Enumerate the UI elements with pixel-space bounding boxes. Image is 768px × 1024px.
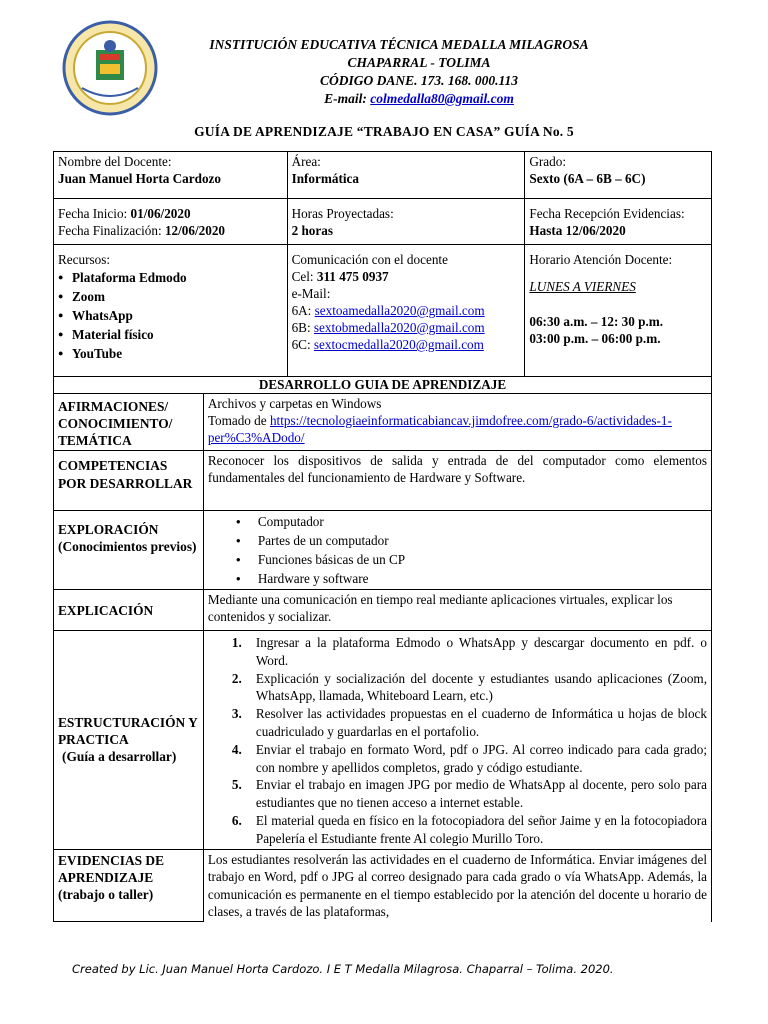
recepcion-cell [525,199,712,245]
list-item: ● Hardware y software [236,569,707,588]
horario-2: 03:00 p.m. – 06:00 p.m. [529,331,661,346]
page-footer: Created by Lic. Juan Manuel Horta Cardozo. I E T Medalla Milagrosa. Chaparral – Tolima. 2020. [72,962,614,976]
document-header [0,36,768,108]
list-item: 1. Ingresar a la plataforma Edmodo o WhatsApp y descargar documento en pdf. o Word. [231,635,707,668]
afirmaciones-topic: Archivos y carpetas en Windows [207,396,382,411]
competencias-text: Reconocer los dispositivos de salida y entrada de del computador como elementos fundamentales del funcionamiento de Hardware y Software. [203,451,711,511]
recursos-cell [54,245,288,377]
evidencias-text: Los estudiantes resolverán las actividades en el cuaderno de Informática. Enviar imágenes del trabajo en Word, pdf o JPG al correo designado para cada grado o vía WhatsApp. Además, la comunicación es permanente en el tiempo establecido por la atención del docente u horario de clases, a través de las plataformas, [203,849,711,922]
exploracion-content [203,511,711,590]
correo-label: e-Mail: [291,286,331,301]
recepcion-value: Hasta 12/06/2020 [529,223,626,238]
institution-email-line [70,90,768,108]
list-item: ● Material físico [58,325,283,344]
list-item: 4. Enviar el trabajo en formato Word, pdf o JPG. Al correo indicado para cada grado; con nombre y apellidos completos, grado y código estudiante. [231,741,707,775]
guide-table [53,151,712,922]
explicacion-text: Mediante una comunicación en tiempo real mediante aplicaciones virtuales, explicar los contenidos y socializar. [203,590,711,631]
institution-location: CHAPARRAL - TOLIMA [347,55,491,70]
grado-label: Grado: [529,154,566,169]
horario-1: 06:30 a.m. – 12: 30 p.m. [529,314,664,329]
estructuracion-cell [54,631,204,850]
fecha-inicio-value: 01/06/2020 [130,206,191,221]
estructuracion-content [203,631,711,850]
horas-label: Horas Proyectadas: [291,206,394,221]
horario-label: Horario Atención Docente: [529,252,673,267]
list-item: ● Zoom [58,287,283,306]
exploracion-sublabel: (Conocimientos previos) [58,539,197,554]
grado-value: Sexto (6A – 6B – 6C) [529,171,646,186]
cel-label: Cel: [291,269,314,284]
evidencias-cell [54,849,204,922]
recepcion-label: Fecha Recepción Evidencias: [529,206,685,221]
list-item: ● WhatsApp [58,306,283,325]
docente-label: Nombre del Docente: [58,154,172,169]
fecha-inicio-label: Fecha Inicio: [58,206,128,221]
institution-dane: CÓDIGO DANE. 173. 168. 000.113 [319,73,519,88]
fecha-fin-label: Fecha Finalización: [58,223,162,238]
list-item: 3. Resolver las actividades propuestas en el cuaderno de Informática u hojas de block cuadriculado y guardarlas en el portafolio. [231,706,707,739]
list-item: 5. Enviar el trabajo en imagen JPG por medio de WhatsApp al docente, pero solo para estudiantes que no tienen acceso a internet estable. [231,777,707,811]
tomado-label: Tomado de [207,413,267,428]
email-6a-link[interactable]: sextoamedalla2020@gmail.com [314,303,485,318]
source-url-link[interactable]: https://tecnologiaeinformaticabiancav.jimdofree.com/grado-6/actividades-1- [269,413,672,428]
grupo-6a-label: 6A: [291,303,312,318]
estructuracion-sublabel: (Guía a desarrollar) [62,749,177,765]
institution-email-link[interactable]: colmedalla80@gmail.com [370,91,514,106]
exploracion-cell [54,511,204,590]
cel-value: 311 475 0937 [316,269,389,284]
grupo-6b-label: 6B: [291,320,311,335]
area-label: Área: [291,154,321,169]
comunicacion-label: Comunicación con el docente [291,252,448,267]
estructuracion-steps [208,634,707,848]
exploracion-list [208,512,707,588]
list-item: ● YouTube [58,344,283,363]
list-item: ● Computador [236,512,707,531]
competencias-label: COMPETENCIAS POR DESARROLLAR [54,451,204,511]
source-url-link-cont[interactable]: per%C3%ADodo/ [207,430,305,445]
list-item: 2. Explicación y socialización del docente y estudiantes usando aplicaciones (Zoom, WhatsApp, llamada, Whiteboard Learn, etc.) [231,670,707,704]
area-value: Informática [291,171,359,186]
afirmaciones-content [203,394,711,451]
list-item: ● Partes de un computador [236,531,707,550]
evidencias-label: EVIDENCIAS DE APRENDIZAJE [58,852,165,885]
guide-title: GUÍA DE APRENDIZAJE “TRABAJO EN CASA” GUÍA No. 5 [194,124,574,139]
horario-cell [525,245,712,377]
recursos-label: Recursos: [58,252,111,267]
afirmaciones-label: AFIRMACIONES/ CONOCIMIENTO/ TEMÁTICA [54,394,204,451]
evidencias-sublabel: (trabajo o taller) [58,886,154,902]
fechas-cell [54,199,288,245]
email-6c-link[interactable]: sextocmedalla2020@gmail.com [313,337,484,352]
fecha-fin-value: 12/06/2020 [164,223,226,238]
horario-dias: LUNES A VIERNES [529,279,636,294]
explicacion-label: EXPLICACIÓN [54,590,204,631]
docente-cell [54,152,288,199]
horas-value: 2 horas [291,223,333,238]
recursos-list [58,268,283,363]
list-item: ● Plataforma Edmodo [58,268,283,287]
list-item: 6. El material queda en físico en la fotocopiadora del señor Jaime y en la fotocopiadora Papelería el Estudiante frente Al colegio Murillo Toro. [231,812,707,846]
grupo-6c-label: 6C: [291,337,311,352]
email-6b-link[interactable]: sextobmedalla2020@gmail.com [313,320,485,335]
docente-value: Juan Manuel Horta Cardozo [58,171,222,186]
horas-cell [287,199,525,245]
institution-name: INSTITUCIÓN EDUCATIVA TÉCNICA MEDALLA MILAGROSA [209,37,589,52]
desarrollo-title: DESARROLLO GUIA DE APRENDIZAJE [54,377,712,394]
grado-cell [525,152,712,199]
exploracion-label: EXPLORACIÓN [58,522,159,537]
estructuracion-label: ESTRUCTURACIÓN Y PRACTICA [58,715,198,748]
comunicacion-cell [287,245,525,377]
area-cell [287,152,525,199]
email-label: E-mail: [324,91,367,106]
list-item: ● Funciones básicas de un CP [236,550,707,569]
